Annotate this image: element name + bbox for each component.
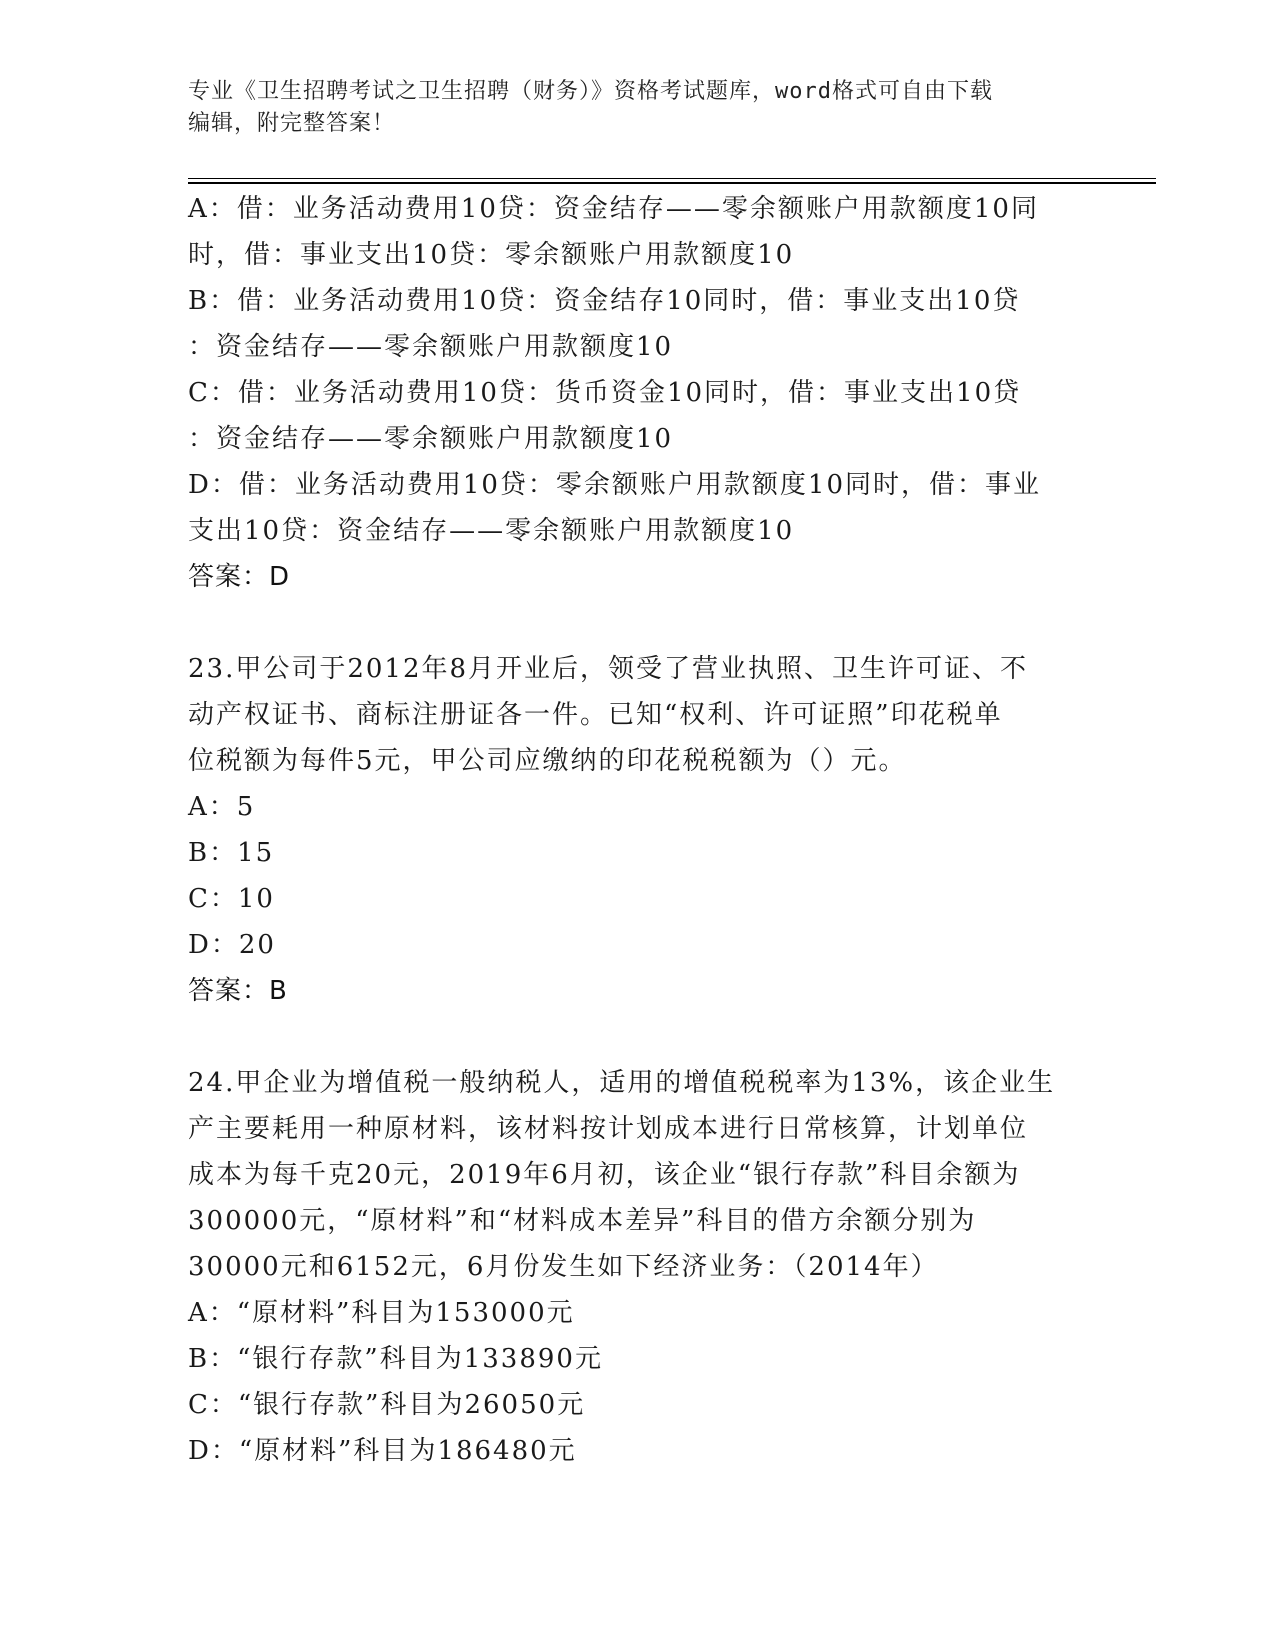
header-line-2: 编辑，附完整答案！ [188, 111, 396, 136]
option-a: A：“原材料”科目为153000元 [188, 1298, 575, 1328]
answer-label: 答案：B [188, 976, 288, 1006]
stem-line: 24.甲企业为增值税一般纳税人，适用的增值税税率为13%，该企业生 [188, 1068, 1056, 1098]
question-24 [188, 1060, 1088, 1474]
option-b: B：15 [188, 838, 275, 868]
option-b: B：“银行存款”科目为133890元 [188, 1344, 603, 1374]
stem-line: 产主要耗用一种原材料，该材料按计划成本进行日常核算，计划单位 [188, 1114, 1029, 1144]
option-d: D：20 [188, 930, 276, 960]
spacer [188, 1014, 1088, 1060]
stem-line: 成本为每千克20元，2019年6月初，该企业“银行存款”科目余额为 [188, 1160, 1021, 1190]
option-line: C：借：业务活动费用10贷：货币资金10同时，借：事业支出10贷 [188, 378, 1022, 408]
stem-line: 23.甲公司于2012年8月开业后，领受了营业执照、卫生许可证、不 [188, 654, 1029, 684]
question-stem [188, 646, 1088, 784]
option-d: D：“原材料”科目为186480元 [188, 1436, 577, 1466]
question-content [188, 186, 1088, 1474]
option-line: B：借：业务活动费用10贷：资金结存10同时，借：事业支出10贷 [188, 286, 1021, 316]
header-divider-thin [188, 178, 1156, 179]
option-c: C：10 [188, 884, 275, 914]
header-divider-thick [188, 182, 1156, 184]
stem-line: 动产权证书、商标注册证各一件。已知“权利、许可证照”印花税单 [188, 700, 1003, 730]
option-line: D：借：业务活动费用10贷：零余额账户用款额度10同时，借：事业 [188, 470, 1042, 500]
option-line: A：借：业务活动费用10贷：资金结存——零余额账户用款额度10同 [188, 194, 1039, 224]
option-line: ：资金结存——零余额账户用款额度10 [188, 424, 674, 454]
question-23 [188, 646, 1088, 1014]
option-b [188, 278, 1088, 370]
stem-line: 30000元和6152元，6月份发生如下经济业务：（2014年） [188, 1252, 939, 1282]
question-stem [188, 1060, 1088, 1290]
stem-line: 300000元，“原材料”和“材料成本差异”科目的借方余额分别为 [188, 1206, 977, 1236]
option-a: A：5 [188, 792, 256, 822]
option-c [188, 370, 1088, 462]
option-a [188, 186, 1088, 278]
header-line-1: 专业《卫生招聘考试之卫生招聘（财务）》资格考试题库，word格式可自由下载 [188, 79, 993, 104]
option-line: 时，借：事业支出10贷：零余额账户用款额度10 [188, 240, 795, 270]
question-22 [188, 186, 1088, 600]
document-header [188, 76, 1088, 140]
stem-line: 位税额为每件5元，甲公司应缴纳的印花税税额为（）元。 [188, 746, 907, 776]
answer-label: 答案：D [188, 562, 291, 592]
option-c: C：“银行存款”科目为26050元 [188, 1390, 586, 1420]
option-line: ：资金结存——零余额账户用款额度10 [188, 332, 674, 362]
option-d [188, 462, 1088, 554]
spacer [188, 600, 1088, 646]
option-line: 支出10贷：资金结存——零余额账户用款额度10 [188, 516, 795, 546]
